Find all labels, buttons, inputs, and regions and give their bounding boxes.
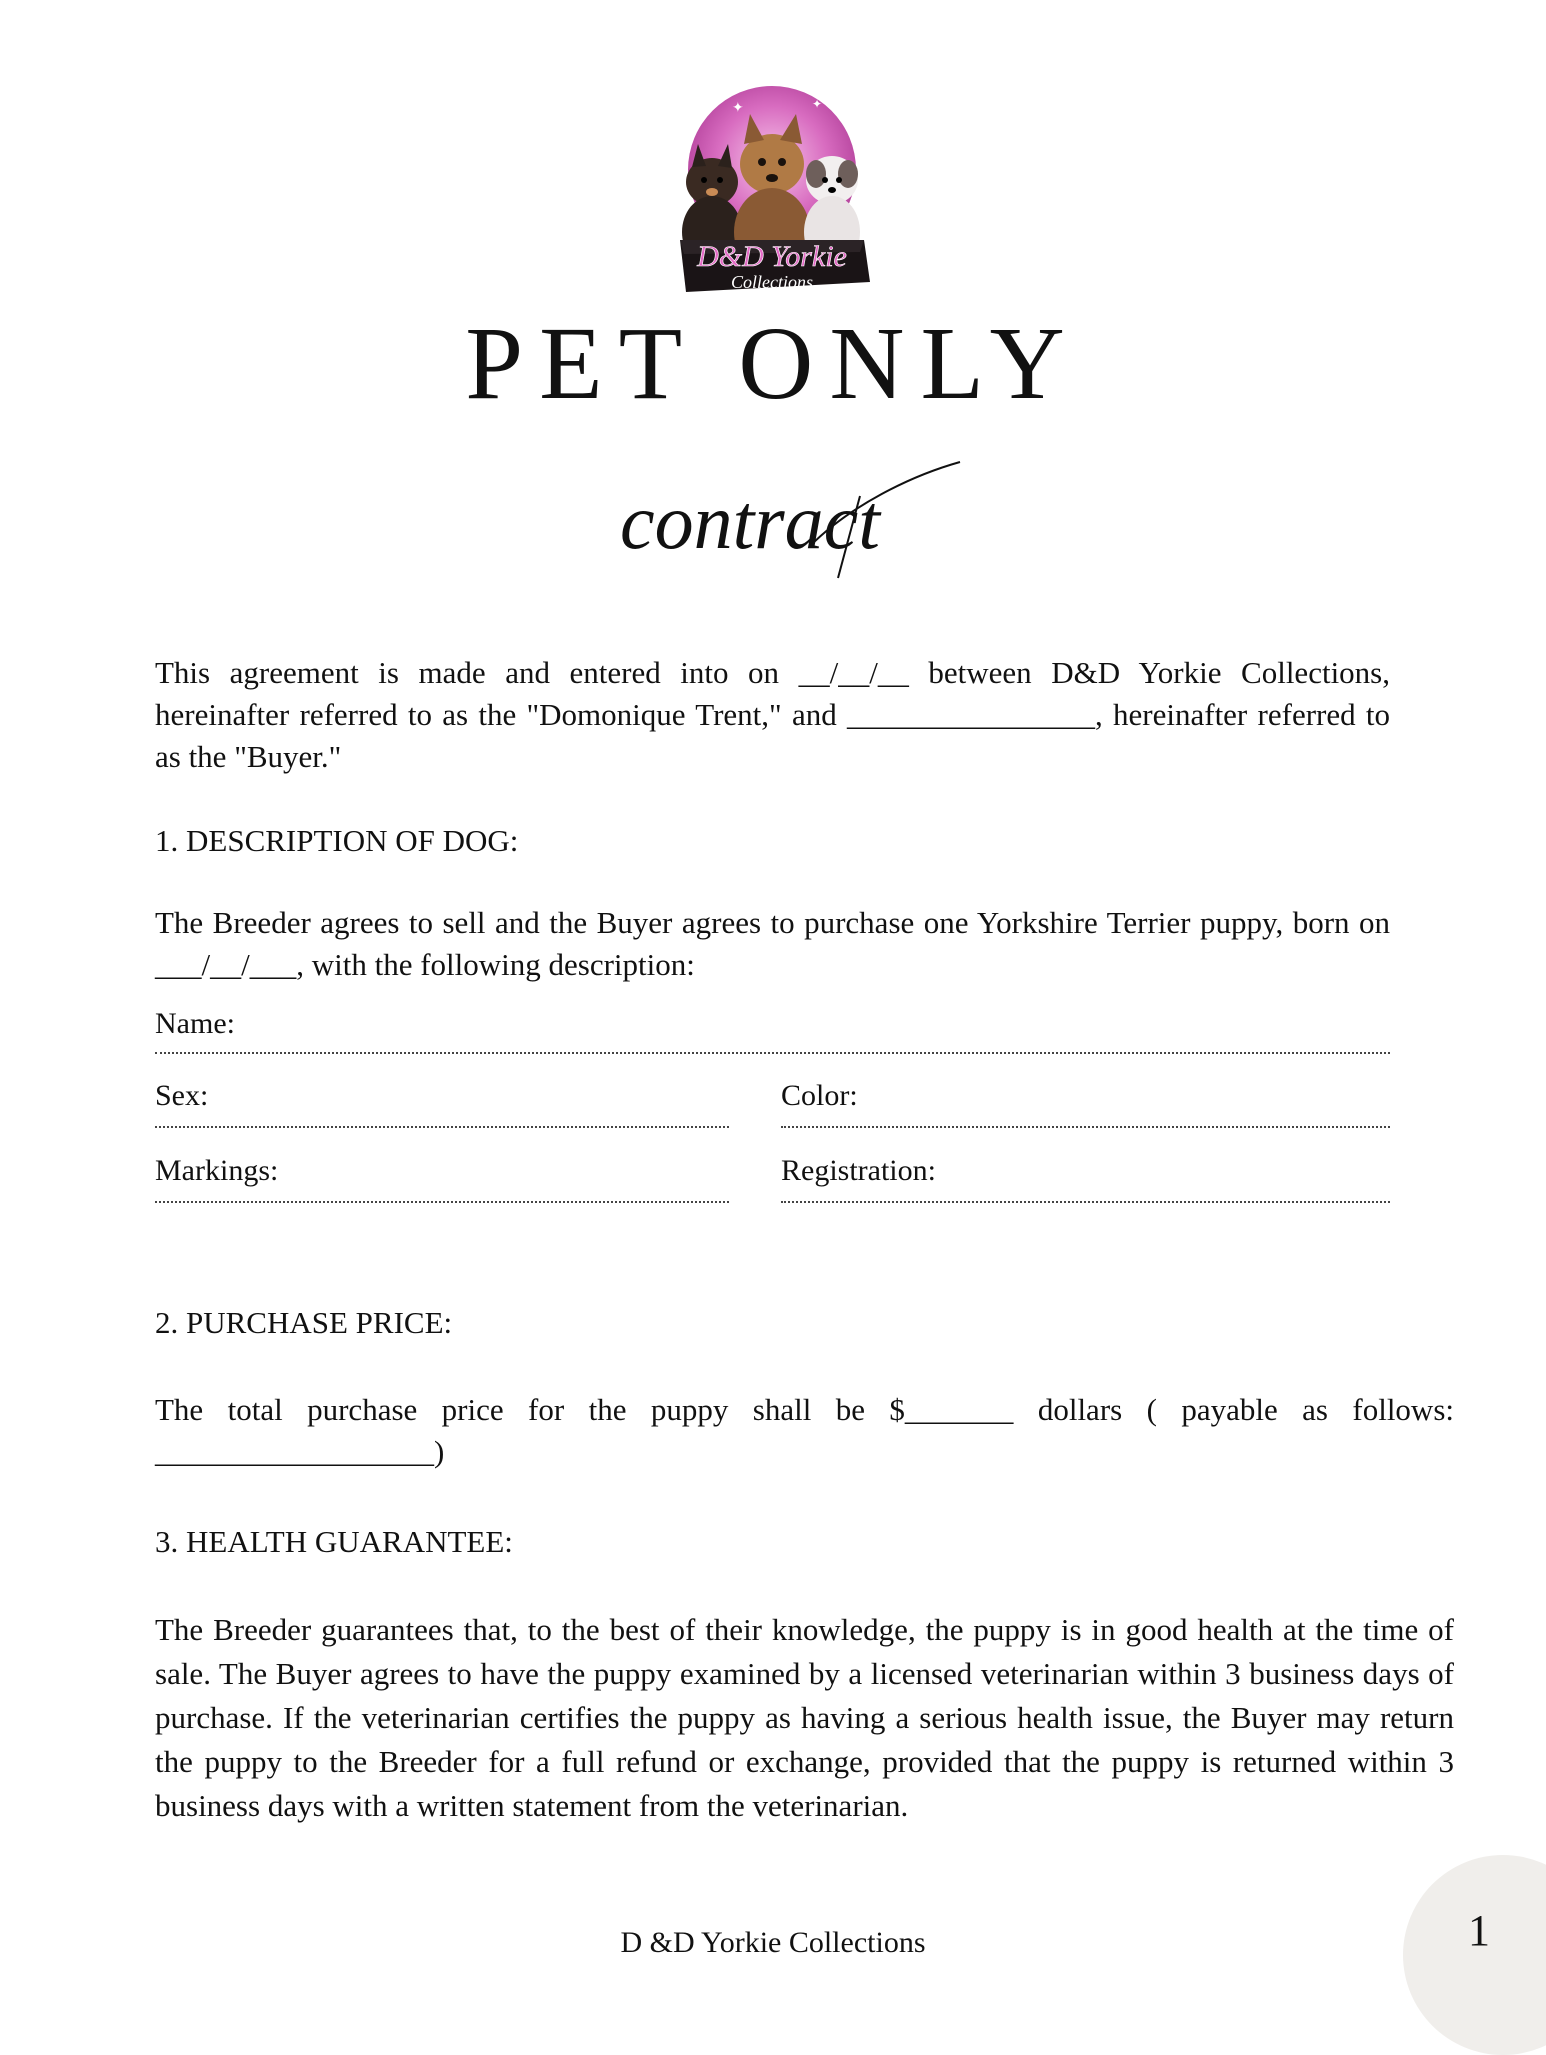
sex-field-line[interactable] [155, 1126, 729, 1128]
markings-field-line[interactable] [155, 1201, 729, 1203]
section-2-text: The total purchase price for the puppy shall be $_______ dollars ( payable as follows: __________________) [155, 1392, 1454, 1469]
section-3-heading: 3. HEALTH GUARANTEE: [155, 1524, 513, 1559]
subtitle-text: contract [620, 478, 880, 565]
script-subtitle [610, 456, 970, 586]
markings-label: Markings: [155, 1154, 279, 1187]
yorkie-logo-image [672, 82, 872, 302]
section-1-heading: 1. DESCRIPTION OF DOG: [155, 823, 519, 858]
registration-field-line[interactable] [781, 1201, 1390, 1203]
svg-text:✦: ✦ [812, 97, 823, 111]
logo-line-2: Collections [731, 272, 813, 292]
logo-line-1: D&D Yorkie [697, 240, 847, 273]
document-title: PET ONLY [465, 306, 1081, 421]
section-3-text: The Breeder guarantees that, to the best of their knowledge, the puppy is in good health at the time of sale. The Buyer agrees to have the puppy examined by a licensed veterinarian within 3 business days of purchase. If the veterinarian certifies the puppy as having a serious health issue, the Buyer may return the puppy to the Breeder for a full refund or exchange, provided that the puppy is returned within 3 business days with a written statement from the veterinarian. [155, 1612, 1454, 1823]
footer-text: D &D Yorkie Collections [620, 1926, 926, 1959]
name-label: Name: [155, 1007, 235, 1040]
section-1-text: The Breeder agrees to sell and the Buyer agrees to purchase one Yorkshire Terrier puppy, born on ___/__/___, with the following description: [155, 905, 1390, 982]
color-field-line[interactable] [781, 1126, 1390, 1128]
page-number: 1 [1468, 1906, 1490, 1955]
name-field-line[interactable] [155, 1052, 1390, 1054]
intro-paragraph: This agreement is made and entered into on __/__/__ between D&D Yorkie Collections, hereinafter referred to as the "Domonique Trent," and ________________, hereinafter referred to as the "Buyer." [155, 655, 1390, 774]
color-label: Color: [781, 1079, 858, 1112]
section-2-heading: 2. PURCHASE PRICE: [155, 1305, 453, 1340]
sex-label: Sex: [155, 1079, 209, 1112]
registration-label: Registration: [781, 1154, 936, 1187]
svg-text:✦: ✦ [732, 100, 744, 116]
